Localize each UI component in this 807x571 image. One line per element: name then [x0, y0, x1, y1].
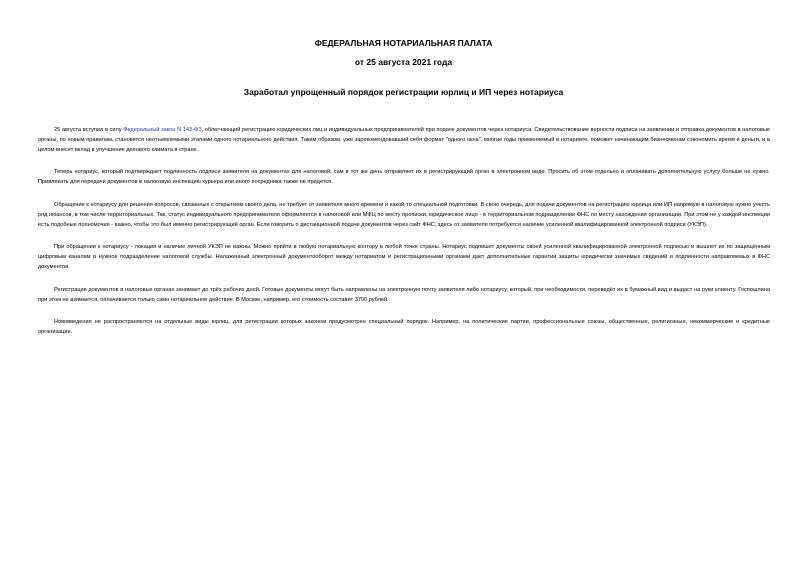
paragraph-3: Обращение к нотариусу для решения вопросов, связанных с открытием своего дела, не требует от заявителя много времени и какой-то специальной подготовки. В свою очередь, для подачи документов на регистрацию юрлица или ИП напрямую в налоговую нужно учесть ряд нюансов, в том числе территориальных. Так, статус индивидуального предпринимателя оформляется в налоговой или МФЦ по месту прописки, юридическое лицо - в территориальном подразделении ФНС по месту нахождения организации. При этом не у каждой инспекции есть подобные полномочия - важно, чтобы это был именно регистрирующий орган. Если говорить о дистанционной подаче документов через сайт ФНС, здесь от заявителя потребуется наличие усиленной квалифицированной электронной подписи (УКЭП). [38, 201, 770, 228]
paragraph-2: Теперь нотариус, который подтверждает подлинность подписи заявителя на документах для налоговой, сам в тот же день отправляет их в регистрирующий орган в электронном виде. Просить об этом отдельно и оплачивать дополнительную услугу больше не нужно. Привлекать для передачи документов в налоговую инспекцию курьера или иного посредника также не придется. [38, 169, 770, 186]
document-body [38, 125, 770, 349]
organization-heading: ФЕДЕРАЛЬНАЯ НОТАРИАЛЬНАЯ ПАЛАТА [314, 38, 493, 48]
paragraph-5: Регистрация документов в налоговых органах занимает до трёх рабочих дней. Готовые документы могут быть направлены на электронную почту заявителя либо нотариусу, который, при необходимости, переведёт их в бумажный вид и выдаст на руки клиенту. Госпошлина при этом не взимается, оплачивается только само нотариальное действие. В Москве, например, его стоимость составит 3700 рублей. [38, 286, 770, 303]
paragraph-6: Нововведения не распространяются на отдельные виды юрлиц, для регистрации которых законом предусмотрен специальный порядок. Например, на политические партии, профессиональные союзы, общественные, религиозные, некоммерческие и кредитные организации. [38, 318, 770, 335]
paragraph-1-intro: 25 августа вступил в силу [54, 127, 124, 133]
paragraph-4: При обращении к нотариусу - локация и наличие личной УКЭП не важны. Можно прийти в любую нотариальную контору в любой точке страны. Нотариус подпишет документы своей усиленной квалифицированной электронной подписью и вышлет их по защищённым цифровым каналам в нужное подразделение налоговой службы. Налаженный электронный документооборот между нотариатом и регистрационными органами дает дополнительные гарантии защиты юридически значимых сведений и подлинности направляемых в ФНС документов. [38, 244, 770, 271]
document-date: от 25 августа 2021 года [354, 57, 453, 67]
document-title: Заработал упрощенный порядок регистрации юрлиц и ИП через нотариуса [243, 87, 564, 97]
paragraph-1-text: , облегчающий регистрацию юридических лиц и индивидуальных предпринимателей при подаче документов через нотариуса. Свидетельствование верности подписи на заявлении и отправка документов в налоговые органы, по новым правилам, становятся неотъемлемыми этапами одного нотариального действия. Таким образом, уже зарекомендовавший себя формат "одного окна", многие годы применяемый в нотариате, поможет начинающим бизнесменам сэкономить время и деньги, и в целом внесет вклад в улучшение делового климата в стране. [38, 127, 770, 153]
federal-law-link[interactable]: Федеральный закон N 143-ФЗ [123, 127, 202, 133]
paragraph-1 [38, 125, 770, 155]
